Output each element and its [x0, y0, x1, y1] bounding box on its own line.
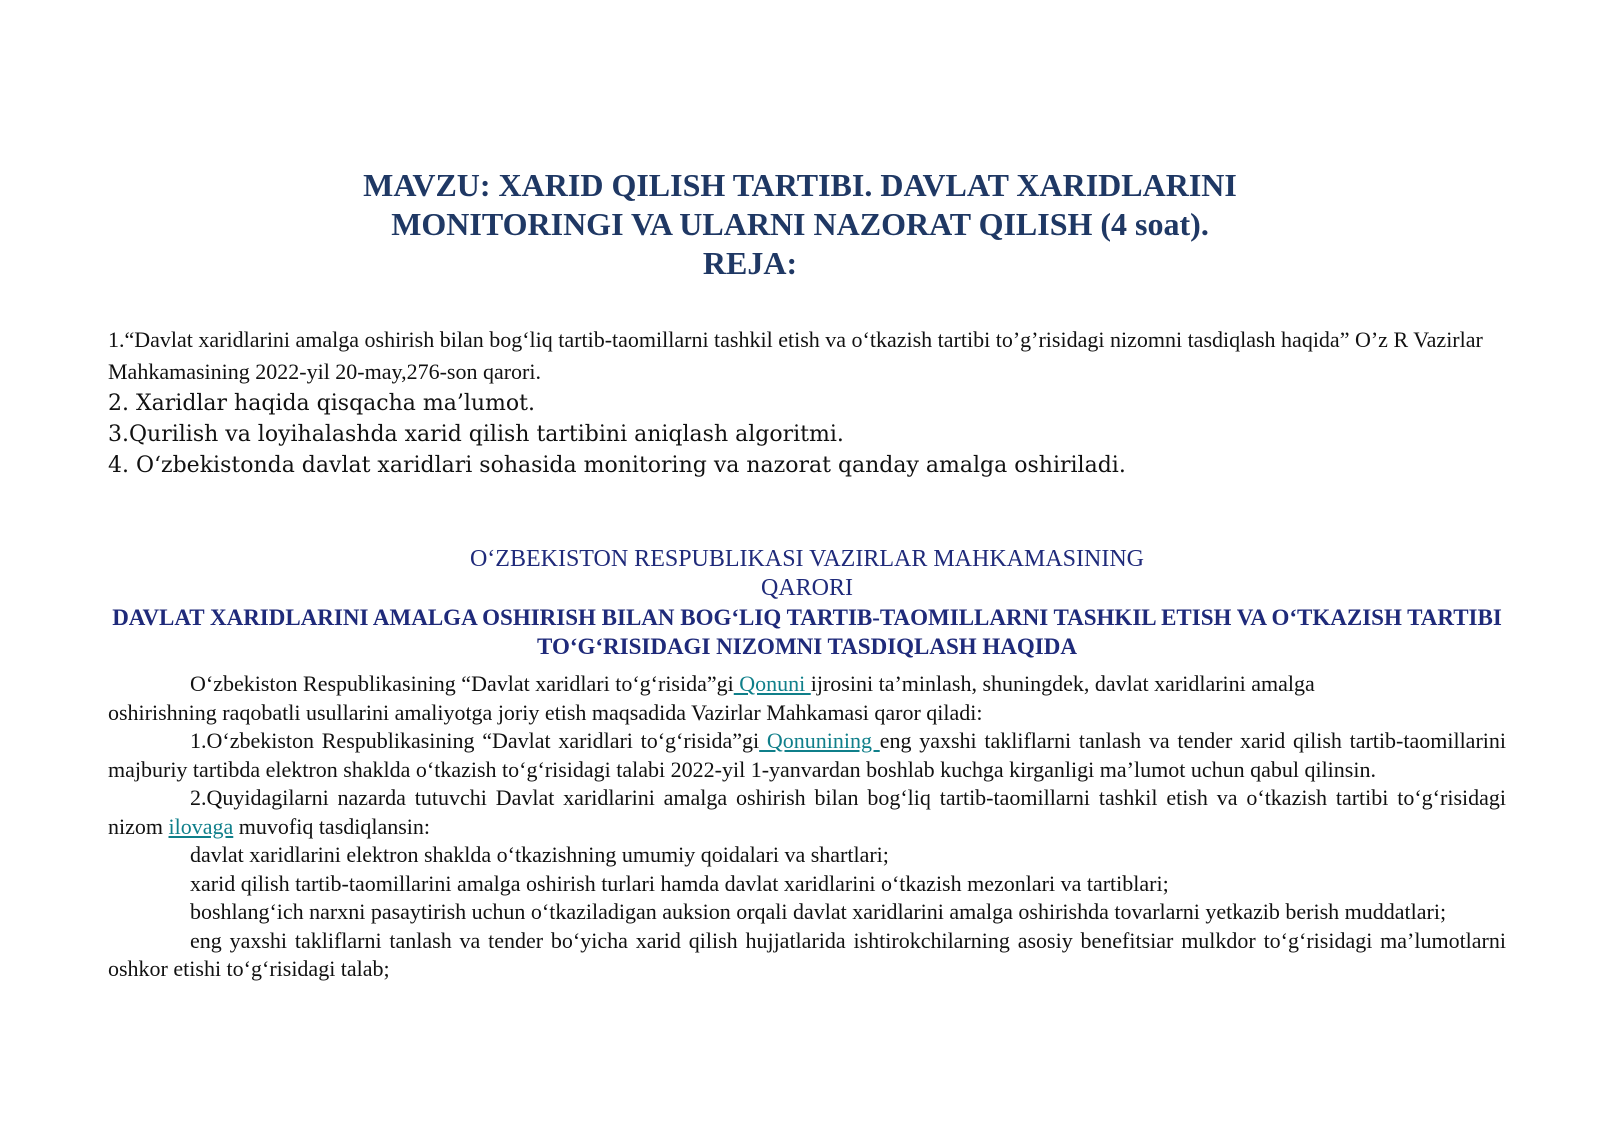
decree-paragraph-2 — [108, 784, 1506, 841]
plan-heading: REJA: — [702, 245, 798, 281]
plan-item-1: 1.“Davlat xaridlarini amalga oshirish bilan bogʻliq tartib-taomillarni tashkil etish va oʻtkazish tartibi to’g’risidagi nizomni tasdiqlash haqida” O’z R Vazirlar Mahkamasining 2022-yil 20-may,276-son qarori. — [108, 327, 1483, 384]
topic-title-line-2: MONITORINGI VA ULARNI NAZORAT QILISH (4 soat). — [391, 206, 1209, 242]
paragraph-text: 1.O‘zbekiston Respublikasining “Davlat xaridlari to‘g‘risida”gi — [190, 728, 760, 753]
decree-paragraph-intro — [108, 670, 1506, 699]
decree-bullet-3: boshlang‘ich narxni pasaytirish uchun o‘tkaziladigan auksion orqali davlat xaridlarini amalga oshirishda tovarlarni yetkazib berish muddatlari; — [190, 899, 1447, 924]
decree-heading — [108, 545, 1506, 661]
decree-title: DAVLAT XARIDLARINI AMALGA OSHIRISH BILAN BOG‘LIQ TARTIB-TAOMILLARNI TASHKIL ETISH VA O‘TKAZISH TARTIBI TO‘G‘RISIDAGI NIZOMNI TASDIQLASH HAQIDA — [112, 605, 1502, 659]
decree-bullet-1: davlat xaridlarini elektron shaklda o‘tkazishning umumiy qoidalari va shartlari; — [190, 842, 889, 867]
plan-item-3: 3.Qurilish va loyihalashda xarid qilish tartibini aniqlash algoritmi. — [108, 422, 844, 447]
topic-title — [0, 166, 1600, 283]
paragraph-text: ijrosini ta’minlash, shuningdek, davlat xaridlarini amalga — [810, 671, 1315, 696]
plan-item-2: 2. Xaridlar haqida qisqacha ma’lumot. — [108, 391, 535, 416]
ilovaga-link[interactable]: ilovaga — [168, 813, 234, 839]
decree-issuer: O‘ZBEKISTON RESPUBLIKASI VAZIRLAR MAHKAMASINING — [469, 546, 1145, 572]
topic-title-line-1: MAVZU: XARID QILISH TARTIBI. DAVLAT XARIDLARINI — [363, 167, 1237, 203]
plan-item-4: 4. O‘zbekistonda davlat xaridlari sohasida monitoring va nazorat qanday amalga oshiriladi. — [108, 453, 1126, 478]
decree-paragraph-1 — [108, 727, 1506, 784]
decree-bullet-2: xarid qilish tartib-taomillarini amalga oshirish turlari hamda davlat xaridlarini o‘tkazish mezonlari va tartiblari; — [190, 870, 1169, 896]
plan-list — [108, 324, 1528, 481]
paragraph-text: muvofiq tasdiqlansin: — [233, 813, 431, 839]
decree-paragraph-intro-cont: oshirishning raqobatli usullarini amaliyotga joriy etish maqsadida Vazirlar Mahkamasi qaror qiladi: — [108, 699, 983, 725]
paragraph-text: O‘zbekiston Respublikasining “Davlat xaridlari to‘g‘risida”gi — [190, 671, 734, 696]
qonuni-link[interactable]: Qonuni — [733, 671, 811, 696]
decree-bullet-4: eng yaxshi takliflarni tanlash va tender bo‘yicha xarid qilish hujjatlarida ishtirokchilarning asosiy benefitsiar mulkdor to‘g‘risidagi ma’lumotlarni oshkor etishi to‘g‘risidagi talab; — [108, 927, 1506, 981]
decree-body — [108, 670, 1506, 984]
paragraph-text: eng yaxshi takliflarni tanlash va tender xarid qilish tartib-taomillarini majburiy tartibda elektron shaklda o‘tkazish to‘g‘risidagi talabi 2022-yil 1-yanvardan boshlab kuchga kirganligi ma’lumot uchun qabul qilinsin. — [108, 728, 1506, 782]
paragraph-text: 2.Quyidagilarni nazarda tutuvchi Davlat xaridlarini amalga oshirish bilan bog‘liq tartib-taomillarni tashkil etish va o‘tkazish tartibi to‘g‘risidagi nizom — [108, 785, 1506, 839]
decree-type: QARORI — [760, 575, 853, 601]
qonunining-link[interactable]: Qonunining — [759, 728, 880, 753]
